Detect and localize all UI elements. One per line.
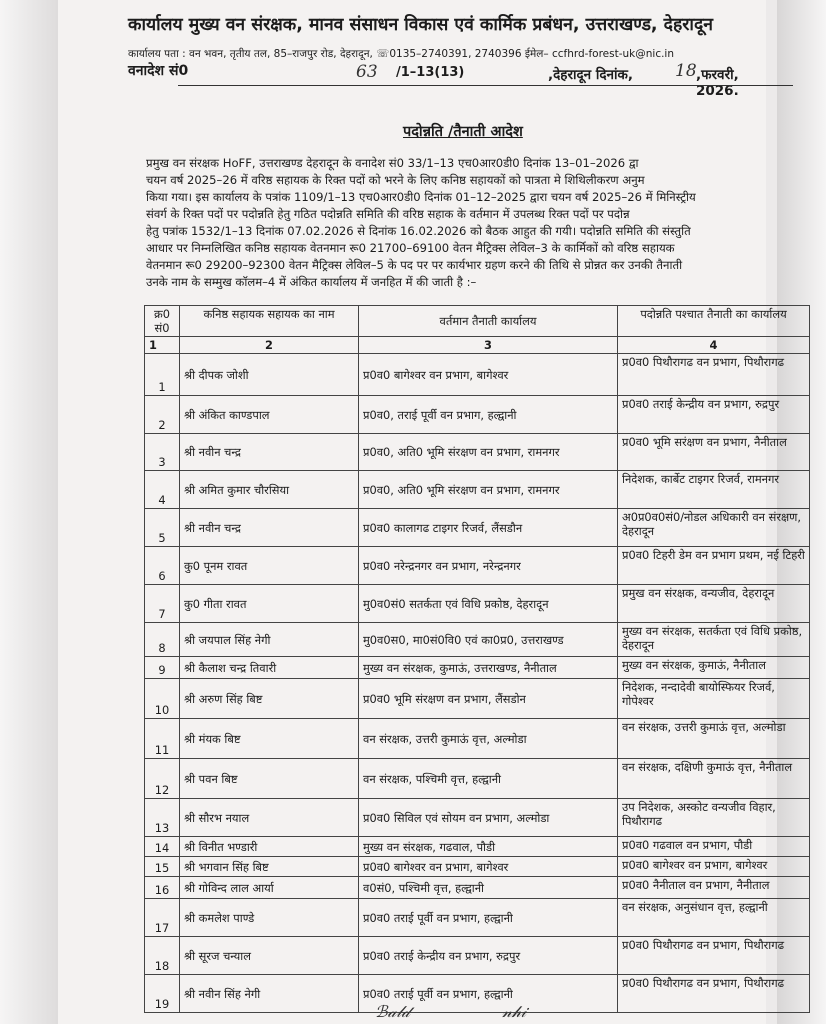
row-serial: 8: [145, 623, 180, 657]
row-new-office: प्र0व0 बागेश्वर वन प्रभाग, बागेश्वर: [618, 857, 810, 877]
row-current-office: वन संरक्षक, पश्चिमी वृत्त, हल्द्वानी: [359, 759, 618, 799]
row-new-office: प्र0व0 पिथौरागढ वन प्रभाग, पिथौरागढ: [618, 937, 810, 975]
paragraph-line: प्रमुख वन संरक्षक HoFF, उत्तराखण्ड देहरादून के वनादेश सं0 33/1–13 एच0आर0डी0 दिनांक 13–01–2026 द्वा: [146, 156, 639, 170]
row-name: श्री पवन बिष्ट: [180, 759, 359, 799]
row-current-office: प्र0व0 नरेन्द्रनगर वन प्रभाग, नरेन्द्रनगर: [359, 547, 618, 585]
table-row: [145, 937, 810, 975]
header-current-office: वर्तमान तैनाती कार्यालय: [359, 306, 618, 337]
col-number: 2: [180, 337, 359, 354]
reference-underline: [178, 85, 793, 86]
row-serial: 12: [145, 759, 180, 799]
row-current-office: प्र0व0 कालागढ टाइगर रिजर्व, लैंसडौन: [359, 509, 618, 547]
row-serial: 13: [145, 799, 180, 837]
row-current-office: प्र0व0 तराई पूर्वी वन प्रभाग, हल्द्वानी: [359, 975, 618, 1013]
row-serial: 18: [145, 937, 180, 975]
order-number-handwritten: 63: [356, 62, 378, 82]
row-new-office: उप निदेशक, अस्कोट वन्यजीव विहार, पिथौरागढ: [618, 799, 810, 837]
table-row: [145, 585, 810, 623]
row-name: श्री मंयक बिष्ट: [180, 719, 359, 759]
table-row: [145, 857, 810, 877]
table-row: [145, 396, 810, 434]
row-new-office: प्रमुख वन संरक्षक, वन्यजीव, देहरादून: [618, 585, 810, 623]
row-serial: 19: [145, 975, 180, 1013]
row-name: श्री अमित कुमार चौरसिया: [180, 471, 359, 509]
row-current-office: प्र0व0, अति0 भूमि संरक्षण वन प्रभाग, रामनगर: [359, 434, 618, 471]
row-current-office: मुख्य वन संरक्षक, गढवाल, पौडी: [359, 837, 618, 857]
row-name: श्री विनीत भण्डारी: [180, 837, 359, 857]
row-new-office: निदेशक, नन्दादेवी बायोस्फियर रिजर्व, गोपेश्वर: [618, 679, 810, 719]
header-name: कनिष्ठ सहायक सहायक का नाम: [180, 306, 359, 337]
order-number-label: वनादेश सं0: [128, 63, 189, 79]
signature-mark: 𝓃𝒽𝒾: [502, 1002, 527, 1021]
table-row: [145, 899, 810, 937]
row-name: श्री सौरभ नयाल: [180, 799, 359, 837]
row-name: श्री दीपक जोशी: [180, 354, 359, 396]
table-header-row: [145, 306, 810, 337]
row-current-office: प्र0व0, अति0 भूमि संरक्षण वन प्रभाग, रामनगर: [359, 471, 618, 509]
col-number: 1: [145, 337, 180, 354]
row-current-office: प्र0व0 भूमि संरक्षण वन प्रभाग, लैंसडोन: [359, 679, 618, 719]
header-serial: क्र0 सं0: [145, 306, 180, 337]
row-serial: 17: [145, 899, 180, 937]
row-serial: 4: [145, 471, 180, 509]
row-serial: 11: [145, 719, 180, 759]
row-current-office: प्र0व0 बागेश्वर वन प्रभाग, बागेश्वर: [359, 354, 618, 396]
row-current-office: प्र0व0, तराई पूर्वी वन प्रभाग, हल्द्वानी: [359, 396, 618, 434]
table-row: [145, 877, 810, 899]
row-new-office: प्र0व0 भूमि सरंक्षण वन प्रभाग, नैनीताल: [618, 434, 810, 471]
row-new-office: प्र0व0 तराई केन्द्रीय वन प्रभाग, रुद्रपुर: [618, 396, 810, 434]
row-serial: 2: [145, 396, 180, 434]
table-row: [145, 799, 810, 837]
row-current-office: प्र0व0 बागेश्वर वन प्रभाग, बागेश्वर: [359, 857, 618, 877]
row-current-office: प्र0व0 तराई केन्द्रीय वन प्रभाग, रुद्रपुर: [359, 937, 618, 975]
paragraph-line: हेतु पत्रांक 1532/1–13 दिनांक 07.02.2026 से दिनांक 16.02.2026 को बैठक आहुत की गयी। पदोन्नति समिति की संस्तुति: [146, 224, 691, 238]
row-new-office: प्र0व0 पिथौरागढ वन प्रभाग, पिथौरागढ: [618, 975, 810, 1013]
row-current-office: मु0व0सं0 सतर्कता एवं विधि प्रकोष्ठ, देहरादून: [359, 585, 618, 623]
order-title: पदोन्नति /तैनाती आदेश: [403, 124, 523, 140]
row-current-office: व0सं0, पश्चिमी वृत्त, हल्द्वानी: [359, 877, 618, 899]
paragraph-line: उनके नाम के सम्मुख कॉलम–4 में अंकित कार्यालय में जनहित में की जाती है :–: [146, 275, 477, 289]
row-new-office: मुख्य वन संरक्षक, सतर्कता एवं विधि प्रकोष्ठ, देहरादून: [618, 623, 810, 657]
row-serial: 10: [145, 679, 180, 719]
row-new-office: वन संरक्षक, अनुसंधान वृत्त, हल्द्वानी: [618, 899, 810, 937]
header-new-office: पदोन्नति पश्चात तैनाती का कार्यालय: [618, 306, 810, 337]
document-page: [58, 0, 805, 1024]
row-new-office: प्र0व0 नैनीताल वन प्रभाग, नैनीताल: [618, 877, 810, 899]
row-name: श्री सूरज चन्याल: [180, 937, 359, 975]
table-row: [145, 837, 810, 857]
table-row: [145, 759, 810, 799]
row-new-office: निदेशक, कार्बेट टाइगर रिजर्व, रामनगर: [618, 471, 810, 509]
table-row: [145, 354, 810, 396]
promotion-table: [144, 305, 810, 1013]
row-new-office: वन संरक्षक, उत्तरी कुमाऊं वृत्त, अल्मोडा: [618, 719, 810, 759]
date-month-year: ,फरवरी, 2026.: [696, 67, 739, 99]
row-name: कु0 गीता रावत: [180, 585, 359, 623]
row-serial: 7: [145, 585, 180, 623]
row-name: श्री भगवान सिंह बिष्ट: [180, 857, 359, 877]
row-current-office: वन संरक्षक, उत्तरी कुमाऊं वृत्त, अल्मोडा: [359, 719, 618, 759]
row-serial: 14: [145, 837, 180, 857]
row-name: कु0 पूनम रावत: [180, 547, 359, 585]
column-number-row: [145, 337, 810, 354]
order-paragraph: [146, 155, 826, 291]
row-serial: 5: [145, 509, 180, 547]
signature-mark: ℬ𝒶𝓁𝒹: [375, 1002, 410, 1021]
paragraph-line: संवर्ग के रिक्त पदों पर पदोन्नति हेतु गठित पदोन्नति समिति की वरिष्ठ सहाक के वर्तमान में उपलब्ध रिक्त पदों पर पदोन्न: [146, 207, 630, 221]
row-name: श्री अंकित काण्डपाल: [180, 396, 359, 434]
col-number: 4: [618, 337, 810, 354]
row-name: श्री नवीन चन्द्र: [180, 509, 359, 547]
row-new-office: वन संरक्षक, दक्षिणी कुमाऊं वृत्त, नैनीताल: [618, 759, 810, 799]
date-day-handwritten: 18: [675, 61, 697, 81]
table-row: [145, 679, 810, 719]
paragraph-line: वेतनमान रू0 29200–92300 वेतन मैट्रिक्स लेविल–5 के पद पर पर कार्यभार ग्रहण करने की तिथि से प्रोन्नत कर उनकी तैनाती: [146, 258, 683, 272]
col-number: 3: [359, 337, 618, 354]
row-name: श्री नवीन चन्द्र: [180, 434, 359, 471]
row-new-office: प्र0व0 गढवाल वन प्रभाग, पौडी: [618, 837, 810, 857]
paragraph-line: किया गया। इस कार्यालय के पत्रांक 1109/1–13 एच0आर0डी0 दिनांक 01–12–2025 द्वारा चयन वर्ष 2025–26 में मिनिस्ट्रीय: [146, 190, 696, 204]
table-row: [145, 547, 810, 585]
paragraph-line: चयन वर्ष 2025–26 में वरिष्ठ सहायक के रिक्त पदों को भरने के लिए कनिष्ठ सहायकों को पात्रता मे शिथिलीकरण अनुम: [146, 173, 645, 187]
row-serial: 9: [145, 657, 180, 679]
row-name: श्री नवीन सिंह नेगी: [180, 975, 359, 1013]
table-row: [145, 471, 810, 509]
table-row: [145, 434, 810, 471]
row-serial: 15: [145, 857, 180, 877]
page-left-edge: [0, 0, 58, 1024]
table-row: [145, 719, 810, 759]
row-new-office: प्र0व0 पिथौरागढ वन प्रभाग, पिथौरागढ: [618, 354, 810, 396]
row-current-office: प्र0व0 सिविल एवं सोयम वन प्रभाग, अल्मोडा: [359, 799, 618, 837]
row-name: श्री कमलेश पाण्डे: [180, 899, 359, 937]
place-date-label: ,देहरादून दिनांक,: [548, 67, 633, 83]
row-name: श्री कैलाश चन्द्र तिवारी: [180, 657, 359, 679]
row-current-office: प्र0व0 तराई पूर्वी वन प्रभाग, हल्द्वानी: [359, 899, 618, 937]
row-serial: 1: [145, 354, 180, 396]
row-new-office: प्र0व0 टिहरी डेम वन प्रभाग प्रथम, नई टिहरी: [618, 547, 810, 585]
row-name: श्री अरुण सिंह बिष्ट: [180, 679, 359, 719]
row-serial: 3: [145, 434, 180, 471]
table-row: [145, 509, 810, 547]
row-current-office: मु0व0स0, मा0सं0वि0 एवं का0प्र0, उत्तराखण्ड: [359, 623, 618, 657]
table-row: [145, 623, 810, 657]
row-name: श्री गोविन्द लाल आर्या: [180, 877, 359, 899]
table-row: [145, 975, 810, 1013]
office-address: कार्यालय पता : वन भवन, तृतीय तल, 85–राजपुर रोड, देहरादून, ☏0135–2740391, 2740396 ईमेल– ccfhrd-forest-uk@nic.in: [128, 48, 675, 60]
table-row: [145, 657, 810, 679]
row-new-office: अ0प्र0व0सं0/नोडल अधिकारी वन संरक्षण, देहरादून: [618, 509, 810, 547]
row-serial: 6: [145, 547, 180, 585]
office-title: कार्यालय मुख्य वन संरक्षक, मानव संसाधन विकास एवं कार्मिक प्रबंधन, उत्तराखण्ड, देहरादून: [128, 15, 713, 35]
row-new-office: मुख्य वन संरक्षक, कुमाऊं, नैनीताल: [618, 657, 810, 679]
row-current-office: मुख्य वन संरक्षक, कुमाऊं, उत्तराखण्ड, नैनीताल: [359, 657, 618, 679]
row-name: श्री जयपाल सिंह नेगी: [180, 623, 359, 657]
order-file-number: /1–13(13): [396, 65, 465, 80]
row-serial: 16: [145, 877, 180, 899]
paragraph-line: आधार पर निम्नलिखित कनिष्ठ सहायक वेतनमान रू0 21700–69100 वेतन मैट्रिक्स लेविल–3 के कार्मिकों को वरिष्ठ सहायक: [146, 241, 675, 255]
